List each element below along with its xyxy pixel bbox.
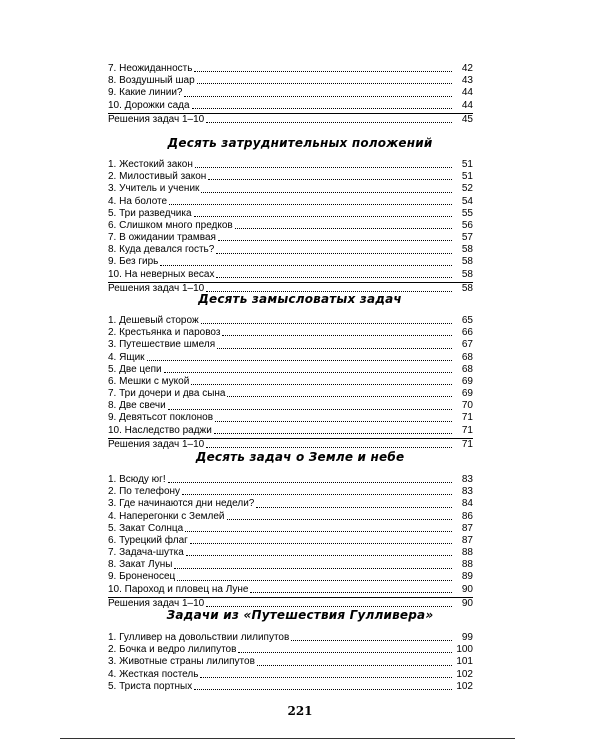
- toc-entry-page: 88: [461, 547, 473, 559]
- toc-entry-page: 67: [461, 339, 473, 351]
- toc-entry-title: 3. Животные страны лилипутов: [108, 656, 255, 668]
- bottom-rule: [60, 738, 515, 739]
- toc-list-section-3: [108, 474, 473, 610]
- toc-entry-page: 58: [461, 244, 473, 256]
- dot-leader: [206, 122, 452, 123]
- toc-entry-page: 87: [461, 522, 473, 534]
- toc-entry: [108, 352, 473, 364]
- dot-leader: [147, 360, 452, 361]
- toc-entry-page: 71: [461, 424, 473, 436]
- toc-entry-page: 42: [461, 62, 473, 74]
- toc-entry: [108, 425, 473, 437]
- toc-entry-title: 10. Наследство раджи: [108, 424, 212, 436]
- toc-entry: [108, 523, 473, 535]
- dot-leader: [218, 240, 452, 241]
- toc-entry-page: 99: [461, 631, 473, 643]
- toc-entry-page: 70: [461, 400, 473, 412]
- toc-entry-page: 69: [461, 375, 473, 387]
- dot-leader: [186, 555, 452, 556]
- toc-entry-page: 44: [461, 87, 473, 99]
- dot-leader: [201, 323, 452, 324]
- toc-entry: [108, 413, 473, 425]
- dot-leader: [291, 640, 452, 641]
- toc-entry-title: 7. Три дочери и два сына: [108, 388, 226, 400]
- section-heading-4: Задачи из «Путешествия Гулливера»: [166, 608, 434, 622]
- dot-leader: [215, 421, 452, 422]
- toc-list-section-2: [108, 315, 473, 451]
- toc-entry-title: 1. Гулливер на довольствии лилипутов: [108, 631, 290, 643]
- toc-entry-page: 100: [456, 644, 473, 656]
- toc-entry-title: 1. Всюду юг!: [108, 473, 166, 485]
- dot-leader: [168, 409, 452, 410]
- toc-entry-title: 8. Две свечи: [108, 400, 166, 412]
- toc-entry-title: 1. Дешевый сторож: [108, 314, 199, 326]
- toc-entry: [108, 269, 473, 281]
- toc-entry: [108, 547, 473, 559]
- section-heading-1: Десять затруднительных положений: [167, 136, 433, 150]
- dot-leader: [238, 652, 452, 653]
- toc-entry-page: 102: [456, 680, 473, 692]
- toc-entry-title: 7. Неожиданность: [108, 62, 193, 74]
- toc-entry: [108, 114, 473, 126]
- toc-entry-page: 83: [461, 486, 473, 498]
- toc-entry: [108, 572, 473, 584]
- toc-entry-title: 10. На неверных весах: [108, 268, 215, 280]
- toc-entry: [108, 388, 473, 400]
- toc-entry-title: 2. По телефону: [108, 486, 181, 498]
- toc-entry: [108, 364, 473, 376]
- dot-leader: [182, 494, 452, 495]
- toc-entry-title: Решения задач 1–10: [108, 438, 205, 450]
- toc-entry-title: 4. На болоте: [108, 195, 168, 207]
- dot-leader: [160, 265, 452, 266]
- toc-entry: [108, 681, 473, 693]
- toc-entry: [108, 159, 473, 171]
- toc-entry-title: 7. Задача-шутка: [108, 547, 184, 559]
- toc-list-section-1: [108, 159, 473, 295]
- toc-entry: [108, 644, 473, 656]
- dot-leader: [214, 433, 452, 434]
- toc-entry-title: 2. Крестьянка и паровоз: [108, 327, 221, 339]
- toc-entry-title: 5. Три разведчика: [108, 207, 192, 219]
- toc-entry-page: 68: [461, 363, 473, 375]
- toc-entry-page: 45: [461, 113, 473, 125]
- toc-entry-page: 86: [461, 510, 473, 522]
- toc-entry-page: 51: [461, 158, 473, 170]
- dot-leader: [208, 179, 452, 180]
- dot-leader: [194, 689, 452, 690]
- toc-entry-title: Решения задач 1–10: [108, 597, 205, 609]
- toc-entry: [108, 498, 473, 510]
- toc-entry-title: 10. Пароход и пловец на Луне: [108, 583, 249, 595]
- toc-entry-title: 4. Наперегонки с Землей: [108, 510, 225, 522]
- toc-entry-page: 54: [461, 195, 473, 207]
- toc-entry-title: 5. Триста портных: [108, 680, 193, 692]
- dot-leader: [217, 348, 452, 349]
- toc-entry: [108, 87, 473, 99]
- toc-entry-page: 58: [461, 268, 473, 280]
- toc-entry: [108, 559, 473, 571]
- dot-leader: [194, 71, 452, 72]
- dot-leader: [257, 665, 452, 666]
- toc-entry-page: 68: [461, 351, 473, 363]
- toc-entry-page: 56: [461, 219, 473, 231]
- dot-leader: [169, 204, 452, 205]
- toc-entry-title: 4. Ящик: [108, 351, 145, 363]
- toc-entry: [108, 244, 473, 256]
- dot-leader: [235, 228, 452, 229]
- toc-entry-page: 58: [461, 256, 473, 268]
- toc-entry-page: 65: [461, 314, 473, 326]
- dot-leader: [185, 531, 452, 532]
- toc-entry-page: 89: [461, 571, 473, 583]
- section-heading-3: Десять задач о Земле и небе: [195, 450, 405, 464]
- toc-entry-page: 71: [461, 438, 473, 450]
- toc-entry-title: 1. Жестокий закон: [108, 158, 193, 170]
- toc-entry-title: 8. Воздушный шар: [108, 75, 195, 87]
- dot-leader: [194, 216, 452, 217]
- toc-entry: [108, 511, 473, 523]
- dot-leader: [200, 677, 452, 678]
- toc-entry: [108, 63, 473, 75]
- toc-entry: [108, 257, 473, 269]
- toc-entry-title: 8. Закат Луны: [108, 559, 173, 571]
- toc-entry: [108, 183, 473, 195]
- toc-entry-page: 51: [461, 171, 473, 183]
- dot-leader: [206, 606, 452, 607]
- toc-list-continued: [108, 63, 473, 126]
- toc-entry: [108, 75, 473, 87]
- toc-entry-title: 2. Милостивый закон: [108, 171, 207, 183]
- toc-entry-page: 102: [456, 668, 473, 680]
- toc-entry-page: 44: [461, 99, 473, 111]
- dot-leader: [192, 108, 452, 109]
- toc-entry: [108, 171, 473, 183]
- toc-entry: [108, 339, 473, 351]
- toc-entry-page: 66: [461, 327, 473, 339]
- toc-entry: [108, 486, 473, 498]
- page-number: 221: [287, 704, 313, 718]
- toc-entry-page: 57: [461, 232, 473, 244]
- toc-entry-page: 90: [461, 583, 473, 595]
- dot-leader: [222, 335, 452, 336]
- toc-entry-title: 10. Дорожки сада: [108, 99, 190, 111]
- toc-entry: [108, 584, 473, 596]
- dot-leader: [195, 167, 452, 168]
- toc-entry-page: 83: [461, 473, 473, 485]
- toc-entry: [108, 196, 473, 208]
- toc-entry: [108, 656, 473, 668]
- dot-leader: [190, 543, 452, 544]
- toc-entry: [108, 474, 473, 486]
- dot-leader: [250, 592, 452, 593]
- toc-entry-title: Решения задач 1–10: [108, 113, 205, 125]
- dot-leader: [256, 507, 452, 508]
- toc-entry-title: Решения задач 1–10: [108, 282, 205, 294]
- toc-entry: [108, 632, 473, 644]
- toc-entry-title: 9. Броненосец: [108, 571, 176, 583]
- dot-leader: [227, 396, 452, 397]
- toc-entry-page: 52: [461, 183, 473, 195]
- toc-entry-title: 5. Закат Солнца: [108, 522, 184, 534]
- toc-entry-title: 9. Без гирь: [108, 256, 159, 268]
- toc-entry-page: 87: [461, 534, 473, 546]
- toc-entry-title: 5. Две цепи: [108, 363, 162, 375]
- toc-entry-title: 9. Девятьсот поклонов: [108, 412, 214, 424]
- toc-entry-title: 3. Путешествие шмеля: [108, 339, 216, 351]
- toc-entry-page: 84: [461, 498, 473, 510]
- dot-leader: [206, 447, 452, 448]
- dot-leader: [191, 384, 452, 385]
- toc-entry: [108, 315, 473, 327]
- toc-entry-page: 88: [461, 559, 473, 571]
- toc-entry: [108, 208, 473, 220]
- toc-entry-title: 2. Бочка и ведро лилипутов: [108, 644, 237, 656]
- toc-list-section-4: [108, 632, 473, 693]
- dot-leader: [174, 568, 452, 569]
- dot-leader: [227, 519, 453, 520]
- section-heading-2: Десять замысловатых задач: [198, 292, 402, 306]
- toc-entry-page: 71: [461, 412, 473, 424]
- toc-entry: [108, 220, 473, 232]
- dot-leader: [216, 253, 452, 254]
- toc-entry-title: 3. Где начинаются дни недели?: [108, 498, 255, 510]
- toc-entry-page: 43: [461, 75, 473, 87]
- toc-entry-title: 8. Куда девался гость?: [108, 244, 215, 256]
- dot-leader: [184, 96, 452, 97]
- toc-entry: [108, 669, 473, 681]
- toc-entry-page: 90: [461, 597, 473, 609]
- toc-entry: [108, 327, 473, 339]
- toc-entry-title: 4. Жесткая постель: [108, 668, 199, 680]
- dot-leader: [177, 580, 452, 581]
- dot-leader: [197, 83, 452, 84]
- dot-leader: [164, 372, 452, 373]
- toc-entry-title: 3. Учитель и ученик: [108, 183, 200, 195]
- toc-entry-page: 69: [461, 388, 473, 400]
- dot-leader: [168, 482, 452, 483]
- toc-entry: [108, 376, 473, 388]
- toc-entry: [108, 400, 473, 412]
- toc-entry-page: 55: [461, 207, 473, 219]
- dot-leader: [216, 277, 452, 278]
- toc-entry-title: 6. Турецкий флаг: [108, 534, 188, 546]
- toc-entry: [108, 535, 473, 547]
- toc-entry-title: 7. В ожидании трамвая: [108, 232, 216, 244]
- toc-entry-title: 6. Мешки с мукой: [108, 375, 190, 387]
- dot-leader: [201, 192, 452, 193]
- toc-entry-title: 6. Слишком много предков: [108, 219, 233, 231]
- toc-entry-page: 58: [461, 282, 473, 294]
- toc-entry-title: 9. Какие линии?: [108, 87, 183, 99]
- toc-entry: [108, 100, 473, 112]
- toc-entry: [108, 232, 473, 244]
- toc-entry-page: 101: [456, 656, 473, 668]
